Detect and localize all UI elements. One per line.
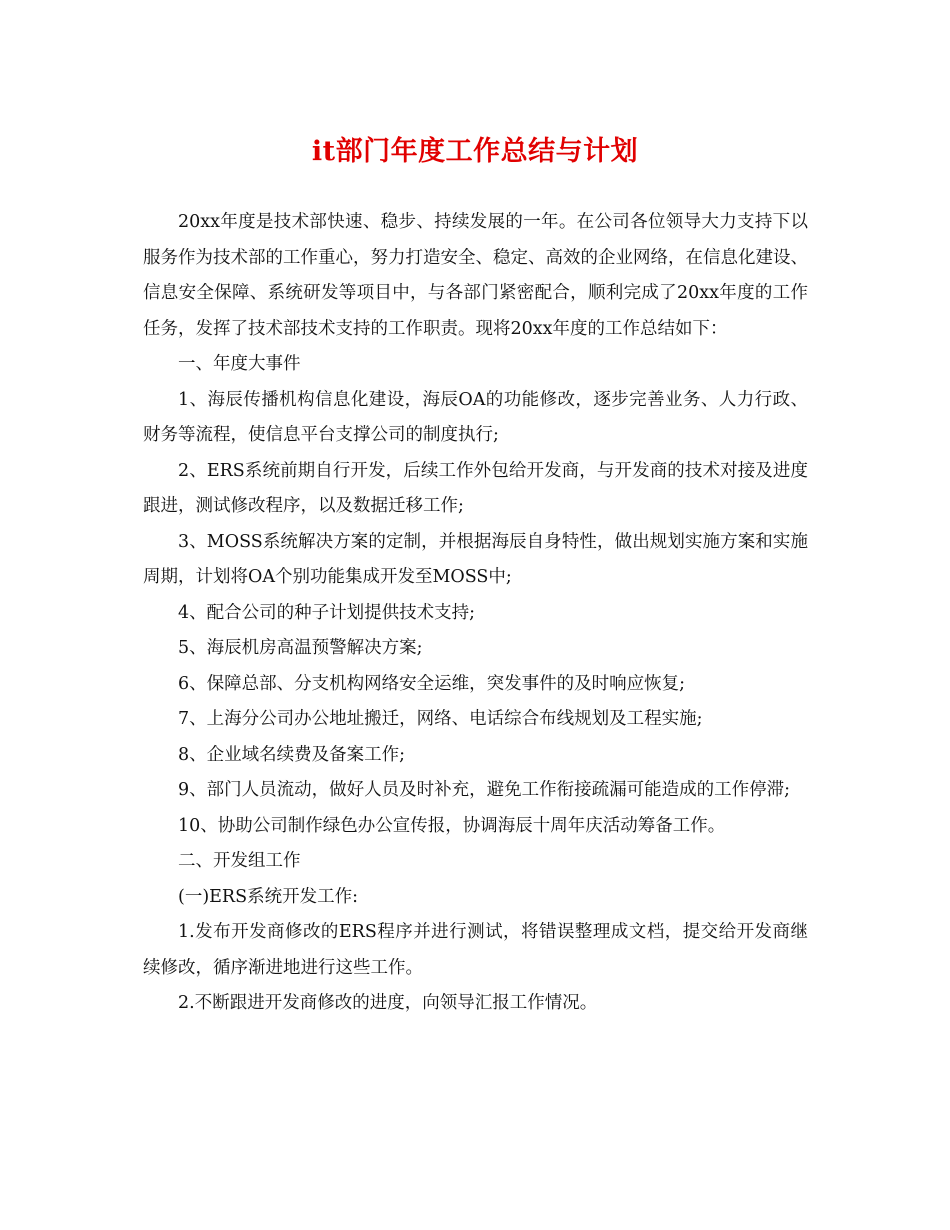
list-item: 3、MOSS系统解决方案的定制，并根据海辰自身特性，做出规划实施方案和实施周期，计划将OA个别功能集成开发至MOSS中; <box>143 531 808 587</box>
list-item: 4、配合公司的种子计划提供技术支持; <box>178 602 476 623</box>
intro-paragraph: 20xx年度是技术部快速、稳步、持续发展的一年。在公司各位领导大力支持下以服务作为技术部的工作重心，努力打造安全、稳定、高效的企业网络，在信息化建设、信息安全保障、系统研发等项目中，与各部门紧密配合，顺利完成了20xx年度的工作任务，发挥了技术部技术支持的工作职责。现将20xx年度的工作总结如下： <box>143 212 808 339</box>
list-item: 2.不断跟进开发商修改的进度，向领导汇报工作情况。 <box>178 993 598 1013</box>
document-title: it部门年度工作总结与计划 <box>311 136 639 167</box>
list-item: 5、海辰机房高温预警解决方案; <box>178 638 423 658</box>
list-item: 6、保障总部、分支机构网络安全运维，突发事件的及时响应恢复; <box>178 673 686 694</box>
subsection-heading: (一)ERS系统开发工作: <box>178 886 358 907</box>
list-item: 8、企业域名续费及备案工作; <box>178 744 406 765</box>
section-heading: 二、开发组工作 <box>178 851 301 871</box>
list-item: 1.发布开发商修改的ERS程序并进行测试，将错误整理成文档，提交给开发商继续修改，循序渐进地进行这些工作。 <box>143 922 808 978</box>
list-item: 2、ERS系统前期自行开发，后续工作外包给开发商，与开发商的技术对接及进度跟进，测试修改程序，以及数据迁移工作; <box>143 460 808 516</box>
list-item: 7、上海分公司办公地址搬迁，网络、电话综合布线规划及工程实施; <box>178 709 703 729</box>
document-body <box>143 205 808 1022</box>
list-item: 9、部门人员流动，做好人员及时补充，避免工作衔接疏漏可能造成的工作停滞; <box>178 780 791 800</box>
list-item: 1、海辰传播机构信息化建设，海辰OA的功能修改，逐步完善业务、人力行政、财务等流程，使信息平台支撑公司的制度执行; <box>143 389 808 445</box>
section-heading: 一、年度大事件 <box>178 354 301 374</box>
list-item: 10、协助公司制作绿色办公宣传报，协调海辰十周年庆活动筹备工作。 <box>178 815 726 836</box>
